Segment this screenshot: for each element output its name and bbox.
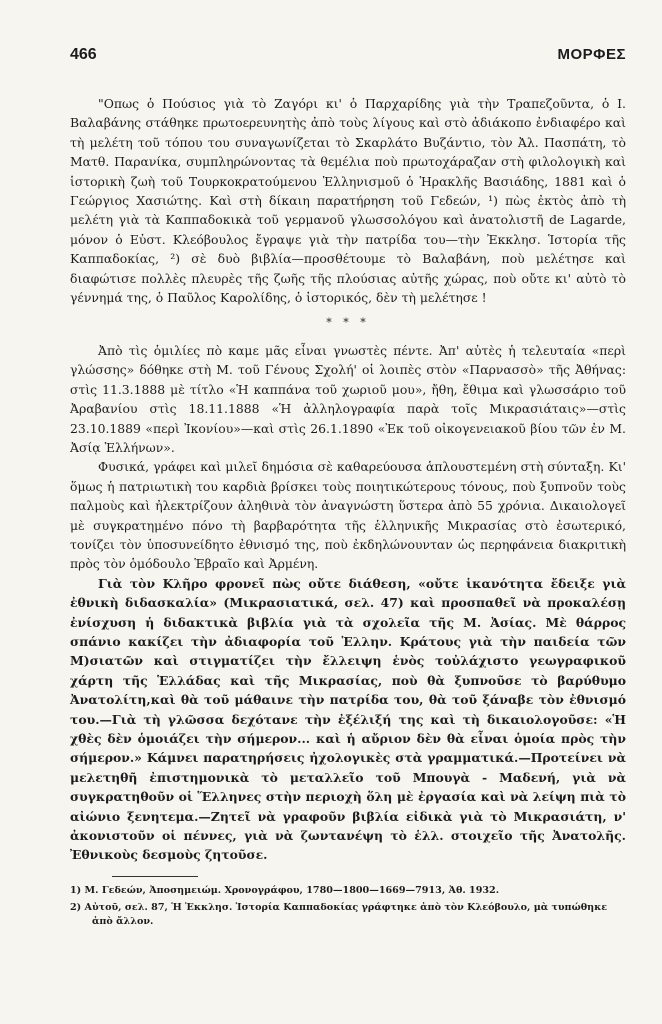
paragraph-4: Γιὰ τὸν Κλῆρο φρονεῖ πὼς οὔτε διάθεση, «οὔτε ἱκανότητα ἔδειξε γιὰ ἐθνικὴ διδασκαλία» (Μικρασιατικά, σελ. 47) καὶ προσπαθεῖ νὰ προκαλέσῃ ἐνίσχυση ἡ διδακτικὰ βιβλία γιὰ τὰ σχολεῖα τῆς Μ. Ἀσίας. Μὲ θάρρος σπάνιο κακίζει τὴν ἀδιαφορία τοῦ Ἑλλην. Κράτους γιὰ τὴν παιδεία τῶν Μ)σιατῶν καὶ στιγματίζει τὴν ἔλλειψη ἑνὸς τοὐλάχιστο γεωγραφικοῦ χάρτη τῆς Ἑλλάδας καὶ τῆς Μικρασίας, ποὺ θὰ ξυπνοῦσε τὸ βαρύθυμο Ἀνατολίτη,καὶ θὰ τοῦ μάθαινε τὴν πατρίδα του, θὰ τοῦ ξάναβε τὸν ἐθνισμό του.—Γιὰ τὴ γλῶσσα δεχότανε τὴν ἐξέλιξή της καὶ τὴ δικαιολογοῦσε: «Ἡ χθὲς δὲν ὁμοιάζει τὴν σήμερον... καὶ ἡ αὔριον δὲν θὰ εἶναι ὁμοία πρὸς τὴν σήμερον.» Κάμνει παρατηρήσεις ἠχολογικὲς στὰ γραμματικά.—Προτείνει νὰ μελετηθῆ ἐπιστημονικὰ τὸ μεταλλεῖο τοῦ Μπουγὰ - Μαδενή, γιὰ νὰ συγκρατηθοῦν οἱ Ἕλληνες στὴν περιοχὴ ὅλη μὲ ἐργασία καὶ νὰ λείψη πιὰ τὸ αἰώνιο ξενητεμα.—Ζητεῖ νὰ γραφοῦν βιβλία εἰδικὰ γιὰ τὸ Μικρασιάτη, ν' ἀκονιστοῦν οἱ πέννες, γιὰ νὰ ζωντανέψη τὸ ἑλλ. στοιχεῖο τῆς Ἀνατολῆς. Ἐθνικοὺς δεσμοὺς ζητοῦσε.: [70, 575, 626, 863]
footnote-rule: [112, 876, 198, 877]
paragraph-2: Ἀπὸ τὶς ὁμιλίες πὸ καμε μᾶς εἶναι γνωστὲς πέντε. Ἀπ' αὐτὲς ἡ τελευταία «περὶ γλώσσης» δόθηκε στὴ Μ. τοῦ Γένους Σχολή' οἱ λοιπὲς στὸν «Παρνασσὸ» τῆς Ἀθήνας: στὶς 11.3.1888 μὲ τίτλο «Ἡ καππάνα τοῦ χωριοῦ μου», ἤθη, ἔθιμα καὶ γλωσσάριο τοῦ Ἀραβανίου στὶς 18.11.1888 «Ἡ ἀλληλογραφία παρὰ τοῖς Μικρασιάταις»—στὶς 23.10.1889 «περὶ Ἰκονίου»—καὶ στὶς 26.1.1890 «Ἐκ τοῦ οἰκογενειακοῦ βίου τῶν ἐν Μ. Ἀσίᾳ Ἑλλήνων».: [70, 342, 626, 455]
footnotes: [70, 884, 626, 932]
footnote-1: 1) Μ. Γεδεών, Ἀποσημειώμ. Χρονογράφου, 1780—1800—1669—7913, Ἀθ. 1932.: [70, 885, 500, 896]
body-text: [70, 94, 626, 865]
footnote-2: 2) Αὐτοῦ, σελ. 87, Ἡ Ἐκκλησ. Ἱστορία Καππαδοκίας γράφτηκε ἀπὸ τὸν Κλεόβουλο, μὰ τυπώθηκε ἀπὸ ἄλλον.: [70, 902, 608, 927]
page-header: [70, 46, 626, 68]
paragraph-3: Φυσικά, γράφει καὶ μιλεῖ δημόσια σὲ καθαρεύουσα ἁπλουστεμένη στὴ σύνταξη. Κι' ὅμως ἡ πατριωτικὴ του καρδιὰ βρίσκει τοὺς ποιητικώτερους τόνους, ποὺ ξυπνοῦν τοὺς παλμοὺς καὶ ἠλεκτρίζουν ἀληθινὰ τὸν ἀναγνώστη ὕστερα ἀπὸ 55 χρόνια. Δικαιολογεῖ μὲ συγκρατημένο πόνο τὴ βαρβαρότητα τῆς ἑλληνικῆς Μικρασίας στὸ ἐσωτερικό, τονίζει τὸν ὑποσυνείδητο ἐθνισμό της, ποὺ ἐκδηλώνουνταν ὡς περηφάνεια διακριτικὴ πρὸς τὸν ὁμόδουλο Ἑβραῖο καὶ Ἀρμένη.: [70, 459, 626, 572]
section-separator: * * *: [326, 316, 370, 330]
paragraph-1: "Οπως ὁ Πούσιος γιὰ τὸ Ζαγόρι κι' ὁ Παρχαρίδης γιὰ τὴν Τραπεζοῦντα, ὁ Ι. Βαλαβάνης στάθηκε πρωτοερευνητὴς ἀπὸ τοὺς λίγους καὶ στὸ ἀδιάκοπο ἐνδιαφέρο καὶ τὴ μελέτη τοῦ τόπου του συναγωνίζεται τὸ Σκαρλάτο Βυζάντιο, τὸν Ἀλ. Πασπάτη, τὸ Ματθ. Παρανίκα, συμπληρώνοντας τὰ θεμέλια ποὺ πρωτοχάραζαν στὴ φιλολογικὴ καὶ ἱστορικὴ ζωὴ τοῦ Τουρκοκρατούμενου Ἑλληνισμοῦ ὁ Ἡρακλῆς Βασιάδης, 1881 καὶ ὁ Γεώργιος Χασιώτης. Καὶ στὴ δίκαιη παρατήρηση τοῦ Γεδεών, ¹) πὼς ἐκτὸς ἀπὸ τὴ μελέτη γιὰ τὰ Καππαδοκικὰ τοῦ γερμανοῦ γλωσσολόγου καὶ ἀνατολιστῆ de Lagarde, μόνον ὁ Εὐστ. Κλεόβουλος ἔγραψε γιὰ τὴν πατρίδα του—τὴν Ἐκκλησ. Ἱστορία τῆς Καππαδοκίας, ²) σὲ δυὸ βιβλία—προσθέτουμε τὸ Βαλαβάνη, ποὺ μελέτησε καὶ διαφώτισε πολλὲς πλευρὲς τῆς ζωῆς τῆς πλούσιας αὐτῆς χώρας, ποὺ οὔτε κι' αὐτὸ τὸ γέννημά της, ὁ Παῦλος Καρολίδης, ὁ ἱστορικός, δὲν τὴ μελέτησε !: [70, 96, 626, 306]
page-number: 466: [70, 46, 97, 63]
running-title: ΜΟΡΦΕΣ: [557, 46, 626, 63]
